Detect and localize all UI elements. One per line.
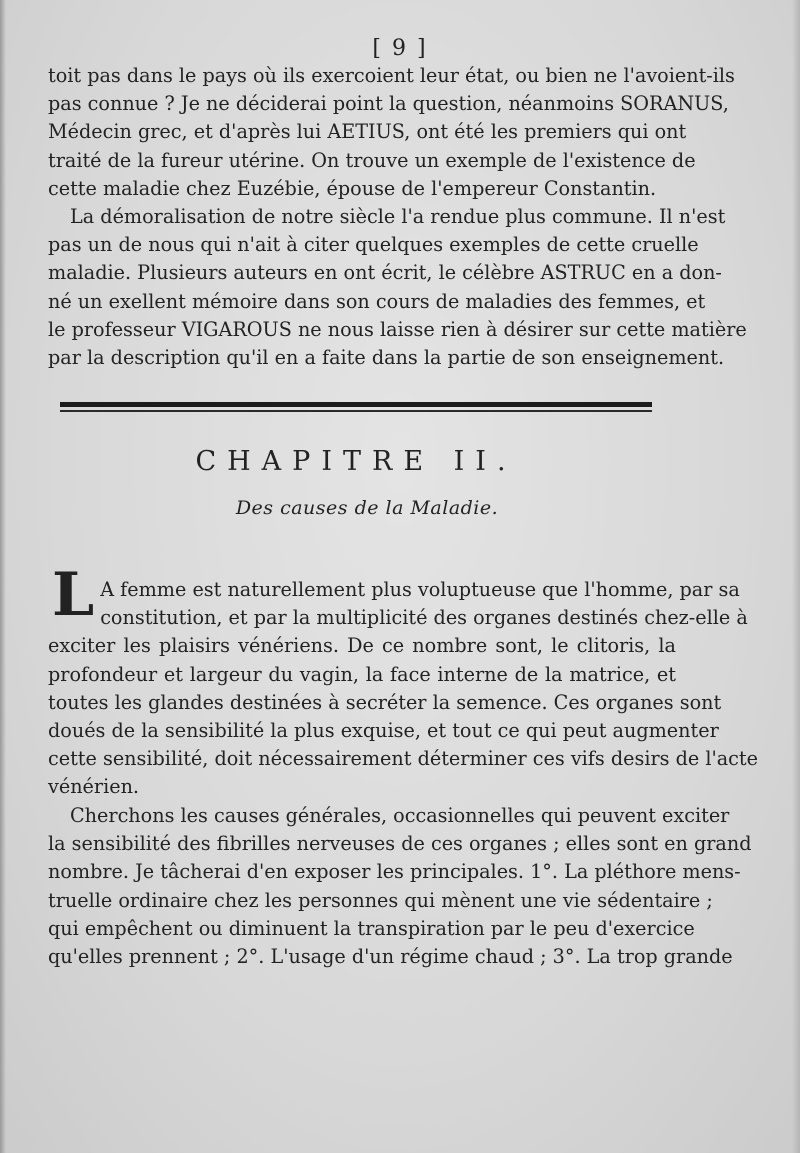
text-line: Cherchons les causes générales, occasionnelles qui peuvent exciter <box>70 804 730 827</box>
paragraph-1 <box>48 62 735 203</box>
paragraph-2 <box>48 203 747 372</box>
text-line: par la description qu'il en a faite dans la partie de son enseignement. <box>48 346 725 370</box>
text-line: profondeur et largeur du vagin, la face interne de la matrice, et <box>48 662 676 686</box>
drop-cap-letter: L <box>52 560 95 630</box>
text-line: doués de la sensibilité la plus exquise, et tout ce qui peut augmenter <box>48 719 719 743</box>
page-shadow-right <box>792 0 800 1153</box>
text-line: La démoralisation de notre siècle l'a rendue plus commune. Il n'est <box>70 205 726 228</box>
text-line: A femme est naturellement plus voluptueuse que l'homme, par sa <box>100 578 740 601</box>
section-divider-rule <box>60 402 652 413</box>
divider-thick-line <box>60 402 652 407</box>
chapter-title: CHAPITRE II. <box>195 446 517 477</box>
page-number: [ 9 ] <box>372 36 428 61</box>
text-line: nombre. Je tâcherai d'en exposer les principales. 1°. La pléthore mens- <box>48 860 741 884</box>
text-line: pas un de nous qui n'ait à citer quelques exemples de cette cruelle <box>48 233 699 257</box>
chapter-subtitle: Des causes de la Maladie. <box>235 497 499 519</box>
text-line: pas connue ? Je ne déciderai point la question, néanmoins SORANUS, <box>48 92 729 116</box>
text-line: Médecin grec, et d'après lui AETIUS, ont été les premiers qui ont <box>48 120 687 144</box>
text-line: constitution, et par la multiplicité des organes destinés chez-elle à <box>100 606 748 630</box>
text-line: truelle ordinaire chez les personnes qui mènent une vie sédentaire ; <box>48 888 713 912</box>
paragraph-3 <box>48 560 758 802</box>
text-line: le professeur VIGAROUS ne nous laisse rien à désirer sur cette matière <box>48 317 747 341</box>
text-line: traité de la fureur utérine. On trouve un exemple de l'existence de <box>48 148 696 172</box>
text-line: la sensibilité des fibrilles nerveuses de ces organes ; elles sont en grand <box>48 832 752 856</box>
paragraph-4 <box>48 802 752 971</box>
text-line: cette sensibilité, doit nécessairement déterminer ces vifs desirs de l'acte <box>48 747 758 771</box>
text-line: qui empêchent ou diminuent la transpiration par le peu d'exercice <box>48 916 695 940</box>
text-line: toit pas dans le pays où ils exercoient leur état, ou bien ne l'avoient-ils <box>48 64 735 87</box>
text-line: cette maladie chez Euzébie, épouse de l'empereur Constantin. <box>48 176 657 200</box>
text-line: exciter les plaisirs vénériens. De ce nombre sont, le clitoris, la <box>48 634 676 658</box>
text-line: qu'elles prennent ; 2°. L'usage d'un régime chaud ; 3°. La trop grande <box>48 945 733 969</box>
text-line: maladie. Plusieurs auteurs en ont écrit, le célèbre ASTRUC en a don- <box>48 261 722 285</box>
divider-thin-line <box>60 410 652 412</box>
text-line: vénérien. <box>48 775 140 799</box>
text-line: toutes les glandes destinées à secréter la semence. Ces organes sont <box>48 690 722 714</box>
text-line: né un exellent mémoire dans son cours de maladies des femmes, et <box>48 289 706 313</box>
page-shadow-left <box>0 0 6 1153</box>
